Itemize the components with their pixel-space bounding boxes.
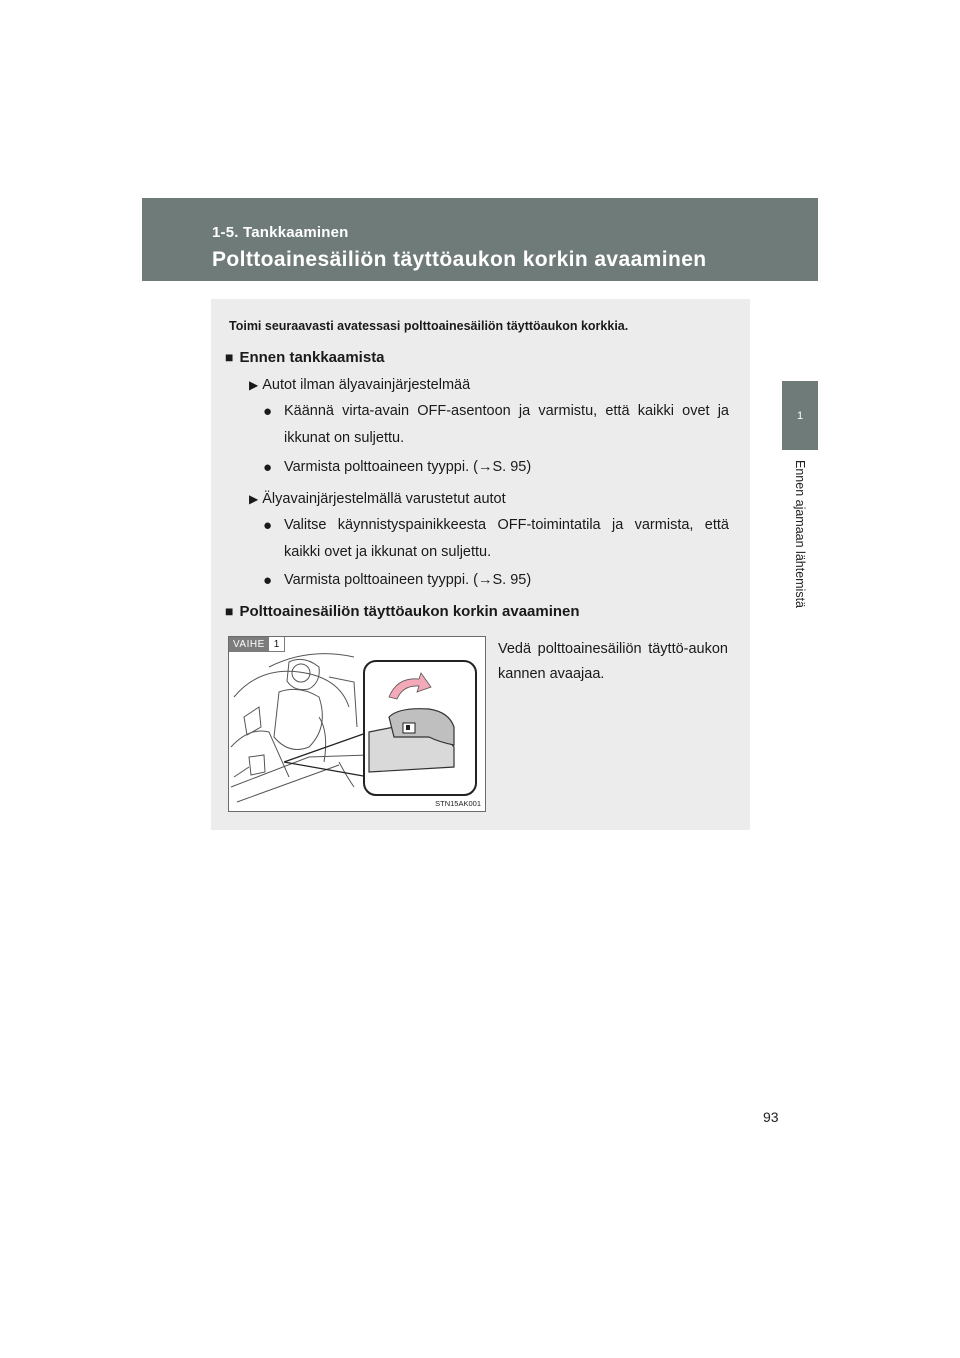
square-bullet-icon: ■ (225, 603, 234, 619)
step-badge (229, 637, 285, 652)
content-box (211, 299, 750, 830)
page-title: Polttoainesäiliön täyttöaukon korkin avaaminen (212, 248, 707, 271)
bullet-text: Valitse käynnistyspainikkeesta OFF-toimintatila ja varmista, että kaikki ovet ja ikkunat on suljettu. (284, 517, 729, 560)
intro-text: Toimi seuraavasti avatessasi polttoainesäiliön täyttöaukon korkkia. (229, 319, 629, 333)
step-badge-label: VAIHE (229, 637, 269, 652)
chapter-tab[interactable] (782, 381, 818, 450)
triangle-right-icon: ▶ (249, 378, 259, 392)
section-heading-open-cap (225, 603, 580, 620)
step-badge-number: 1 (269, 637, 286, 652)
page-number: 93 (763, 1109, 779, 1125)
bullet-item (263, 512, 729, 566)
bullet-text: Varmista polttoaineen tyyppi. (→S. 95) (284, 572, 532, 588)
bullet-item (263, 454, 729, 481)
subheading-text: Älyavainjärjestelmällä varustetut autot (262, 491, 506, 507)
subheading-text: Autot ilman älyavainjärjestelmää (262, 377, 471, 393)
bullet-text: Varmista polttoaineen tyyppi. (→S. 95) (284, 459, 532, 475)
chapter-label-text: Ennen ajamaan lähtemistä (793, 460, 807, 609)
section-heading-text: Ennen tankkaamista (239, 349, 385, 366)
square-bullet-icon: ■ (225, 349, 234, 365)
subheading-smart-key (249, 491, 506, 507)
image-code: STN15AK001 (435, 799, 481, 808)
fuel-door-opener-illustration (228, 636, 486, 812)
bullet-text: Käännä virta-avain OFF-asentoon ja varmistu, että kaikki ovet ja ikkunat on suljettu. (284, 403, 729, 446)
chapter-number: 1 (796, 409, 804, 422)
filled-circle-icon: ● (263, 459, 273, 476)
filled-circle-icon: ● (263, 517, 273, 534)
filled-circle-icon: ● (263, 572, 273, 589)
header-band (142, 198, 818, 281)
section-heading-text: Polttoainesäiliön täyttöaukon korkin avaaminen (239, 603, 580, 620)
step-description: Vedä polttoainesäiliön täyttö-aukon kannen avaajaa. (498, 641, 728, 682)
bullet-item (263, 567, 729, 594)
filled-circle-icon: ● (263, 403, 273, 420)
car-interior-drawing (229, 637, 485, 811)
triangle-right-icon: ▶ (249, 492, 259, 506)
section-heading-before-refuel (225, 349, 385, 366)
subheading-no-smart-key (249, 377, 470, 393)
section-label: 1-5. Tankkaaminen (212, 224, 349, 241)
bullet-item (263, 398, 729, 452)
